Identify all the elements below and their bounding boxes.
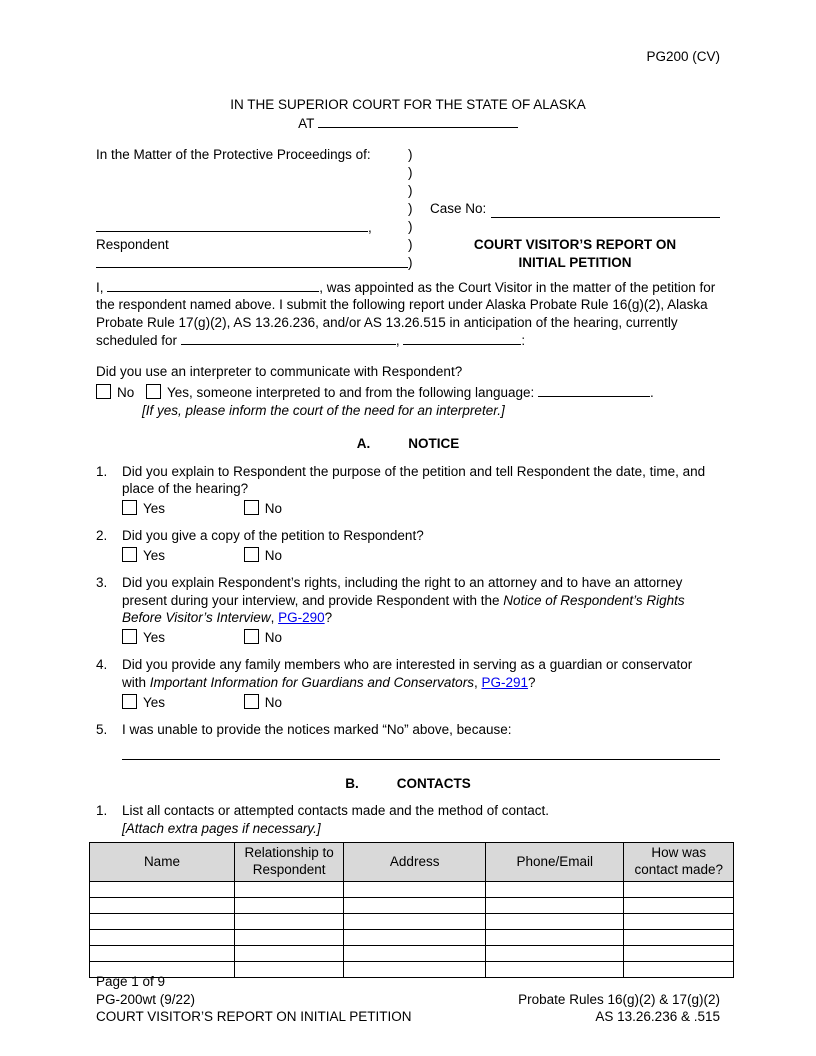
- table-cell[interactable]: [90, 930, 235, 946]
- table-cell[interactable]: [234, 882, 343, 898]
- item-text: Did you give a copy of the petition to Respondent?: [122, 528, 424, 544]
- section-a-title: NOTICE: [408, 435, 460, 451]
- interpreter-yes-label: Yes, someone interpreted to and from the following language:: [167, 384, 535, 400]
- court-location-blank[interactable]: [318, 114, 518, 128]
- section-b-heading: [96, 775, 720, 793]
- q3-no-checkbox[interactable]: [244, 629, 259, 644]
- interpreter-answer-row: [96, 383, 720, 402]
- item-number: 5.: [96, 722, 108, 738]
- case-no-row: [430, 200, 720, 218]
- col-header-name: Name: [90, 843, 235, 882]
- table-cell[interactable]: [90, 914, 235, 930]
- respondent-label: Respondent: [96, 236, 169, 252]
- table-cell[interactable]: [486, 882, 624, 898]
- respondent-name-blank-2[interactable]: [96, 254, 408, 268]
- no-option: [244, 630, 282, 645]
- intro-text-2: , was appointed as the Court Visitor in the matter of the petition for the respondent named above. I submit the following report under Alaska Probate Rule 16(g)(2), Alaska Probate Rule 17(g)(2), AS 13.26.236, and/or AS 13.26.515 in anticipation of the hearing, currently scheduled for: [96, 279, 716, 349]
- table-cell[interactable]: [624, 898, 734, 914]
- intro-paragraph: [96, 278, 720, 350]
- table-cell[interactable]: [90, 946, 235, 962]
- item-body: [122, 721, 720, 760]
- item-text: List all contacts or attempted contacts made and the method of contact.: [122, 803, 549, 819]
- caption-paren: ): [408, 200, 413, 216]
- footer-right: [518, 991, 720, 1026]
- q3-yes-checkbox[interactable]: [122, 629, 137, 644]
- q2-no-checkbox[interactable]: [244, 547, 259, 562]
- table-cell[interactable]: [624, 882, 734, 898]
- table-cell[interactable]: [344, 914, 486, 930]
- no-label: No: [264, 547, 283, 563]
- contacts-table-row: [90, 914, 734, 930]
- case-no-label: Case No:: [430, 201, 487, 217]
- form-code: PG200 (CV): [646, 49, 720, 64]
- notice-item-5: [96, 721, 720, 760]
- contacts-table-row: [90, 946, 734, 962]
- contacts-table-row: [90, 930, 734, 946]
- yes-no-row: [122, 629, 720, 647]
- item-number: 1.: [96, 463, 108, 479]
- language-blank[interactable]: [538, 383, 650, 397]
- item-number: 4.: [96, 657, 108, 673]
- document-title-italic: Important Information for Guardians and Conservators: [149, 674, 474, 690]
- yes-option: [122, 547, 240, 565]
- table-cell[interactable]: [344, 946, 486, 962]
- item-text-plain: Did you provide any family members who are interested in serving as a guardian or conservator with: [122, 657, 693, 690]
- col-header-address: Address: [344, 843, 486, 882]
- yes-option: [122, 500, 240, 518]
- interpreter-period: .: [650, 384, 654, 400]
- visitor-name-blank[interactable]: [107, 278, 319, 292]
- item-body: [122, 463, 720, 518]
- item-number: 2.: [96, 528, 108, 544]
- pg290-link[interactable]: PG-290: [278, 610, 325, 626]
- section-a-letter: A.: [356, 435, 371, 451]
- table-cell[interactable]: [486, 914, 624, 930]
- probate-rules: Probate Rules 16(g)(2) & 17(g)(2): [518, 991, 720, 1007]
- contacts-table: [89, 842, 734, 978]
- item-text-plain: ,: [270, 610, 275, 626]
- table-cell[interactable]: [90, 882, 235, 898]
- caption-paren: ): [408, 236, 413, 252]
- intro-text-4: :: [521, 333, 526, 349]
- court-title: IN THE SUPERIOR COURT FOR THE STATE OF ALASKA: [230, 96, 586, 112]
- court-location-line: [96, 114, 720, 133]
- footer-doc-title: COURT VISITOR’S REPORT ON INITIAL PETITION: [96, 1009, 412, 1025]
- caption-spacer: [430, 164, 720, 182]
- item-text-plain: Did you explain Respondent’s rights, including the right to an attorney and to have an attorney present during your interview, and provide Respondent with the: [122, 575, 683, 608]
- contacts-table-row: [90, 882, 734, 898]
- document-title-italic: Notice of Respondent’s Rights Before Visitor’s Interview: [122, 592, 685, 626]
- yes-option: [122, 694, 240, 712]
- item-body: [122, 527, 720, 564]
- section-a-heading: [96, 435, 720, 453]
- contacts-item-1: [96, 802, 720, 837]
- caption-paren: ): [408, 218, 413, 234]
- notice-item-1: [96, 463, 720, 518]
- caption-paren: ): [408, 146, 413, 162]
- table-cell[interactable]: [486, 930, 624, 946]
- yes-label: Yes: [143, 629, 166, 645]
- interpreter-no-label: No: [117, 384, 135, 400]
- document-title-line2: INITIAL PETITION: [518, 254, 632, 270]
- respondent-name-line-2: [96, 254, 408, 272]
- no-option: [244, 501, 282, 516]
- caption-comma: ,: [368, 219, 372, 235]
- page-footer: [96, 973, 720, 1026]
- form-number: PG-200wt (9/22): [96, 991, 196, 1007]
- no-label: No: [264, 694, 283, 710]
- col-header-phone-email: Phone/Email: [486, 843, 624, 882]
- reason-blank[interactable]: [122, 742, 720, 760]
- caption-spacer: [430, 182, 720, 200]
- attach-pages-note: [Attach extra pages if necessary.]: [122, 820, 321, 836]
- yes-label: Yes: [143, 500, 166, 516]
- item-number: 3.: [96, 575, 108, 591]
- interpreter-note: [If yes, please inform the court of the need for an interpreter.]: [142, 403, 505, 419]
- q1-yes-checkbox[interactable]: [122, 500, 137, 515]
- notice-item-4: [96, 656, 720, 711]
- table-cell[interactable]: [624, 914, 734, 930]
- item-text: [122, 656, 720, 691]
- table-cell[interactable]: [234, 898, 343, 914]
- pg291-link[interactable]: PG-291: [481, 674, 529, 690]
- caption-spacer: [430, 146, 720, 164]
- yes-label: Yes: [143, 694, 166, 710]
- no-label: No: [264, 500, 283, 516]
- item-body: [122, 574, 720, 646]
- table-cell[interactable]: [486, 946, 624, 962]
- q4-yes-checkbox[interactable]: [122, 694, 137, 709]
- interpreter-yes-checkbox[interactable]: [146, 384, 161, 399]
- interpreter-question: Did you use an interpreter to communicate with Respondent?: [96, 364, 463, 380]
- interpreter-no-checkbox[interactable]: [96, 384, 111, 399]
- document-title-line1: COURT VISITOR’S REPORT ON: [473, 236, 677, 252]
- col-header-relationship: Relationship to Respondent: [234, 843, 343, 882]
- q4-no-checkbox[interactable]: [244, 694, 259, 709]
- footer-left: [96, 973, 412, 1026]
- item-text-plain: ?: [324, 610, 333, 626]
- table-cell[interactable]: [344, 930, 486, 946]
- item-text: I was unable to provide the notices marked “No” above, because:: [122, 722, 512, 738]
- table-cell[interactable]: [234, 914, 343, 930]
- matter-label: In the Matter of the Protective Proceedings of:: [96, 146, 371, 162]
- respondent-name-blank[interactable]: [96, 218, 368, 232]
- yes-no-row: [122, 694, 720, 712]
- notice-item-2: [96, 527, 720, 564]
- caption-paren: ): [408, 164, 413, 180]
- respondent-name-line: [96, 218, 408, 236]
- q2-yes-checkbox[interactable]: [122, 547, 137, 562]
- page-number: Page 1 of 9: [96, 974, 166, 990]
- item-text: [122, 574, 720, 627]
- caption-spacer: [96, 200, 408, 218]
- no-label: No: [264, 629, 283, 645]
- intro-text-1: I,: [96, 279, 104, 295]
- notice-item-3: [96, 574, 720, 646]
- intro-text-3: ,: [395, 333, 400, 349]
- contacts-table-body: [90, 882, 734, 978]
- at-label: AT: [298, 116, 315, 132]
- interpreter-section: [96, 363, 720, 420]
- table-cell[interactable]: [234, 946, 343, 962]
- item-text-plain: ?: [528, 674, 536, 690]
- hearing-time-blank[interactable]: [403, 331, 521, 345]
- yes-option: [122, 629, 240, 647]
- table-cell[interactable]: [344, 898, 486, 914]
- case-no-blank[interactable]: [491, 202, 720, 218]
- yes-label: Yes: [143, 547, 166, 563]
- table-cell[interactable]: [344, 882, 486, 898]
- statutes: AS 13.26.236 & .515: [595, 1009, 720, 1025]
- yes-no-row: [122, 547, 720, 565]
- hearing-date-blank[interactable]: [181, 331, 396, 345]
- caption-spacer: [430, 218, 720, 236]
- contacts-table-row: [90, 898, 734, 914]
- item-body: [122, 802, 720, 837]
- yes-no-row: [122, 500, 720, 518]
- section-b-title: CONTACTS: [396, 775, 471, 791]
- no-option: [244, 548, 282, 563]
- col-header-contact-method: How was contact made?: [624, 843, 734, 882]
- table-cell[interactable]: [90, 898, 235, 914]
- table-cell[interactable]: [486, 898, 624, 914]
- item-number: 1.: [96, 803, 108, 819]
- section-b-letter: B.: [345, 775, 359, 791]
- no-option: [244, 695, 282, 710]
- item-text-plain: ,: [473, 674, 478, 690]
- table-cell[interactable]: [624, 946, 734, 962]
- item-text: Did you explain to Respondent the purpose of the petition and tell Respondent the date, time, and place of the hearing?: [122, 463, 706, 497]
- table-cell[interactable]: [234, 930, 343, 946]
- caption-spacer: [96, 182, 408, 200]
- table-cell[interactable]: [624, 930, 734, 946]
- caption-paren: ): [408, 254, 413, 270]
- q1-no-checkbox[interactable]: [244, 500, 259, 515]
- case-caption: [96, 146, 720, 272]
- caption-spacer: [96, 164, 408, 182]
- item-body: [122, 656, 720, 711]
- caption-paren: ): [408, 182, 413, 198]
- contacts-table-header-row: [90, 843, 734, 882]
